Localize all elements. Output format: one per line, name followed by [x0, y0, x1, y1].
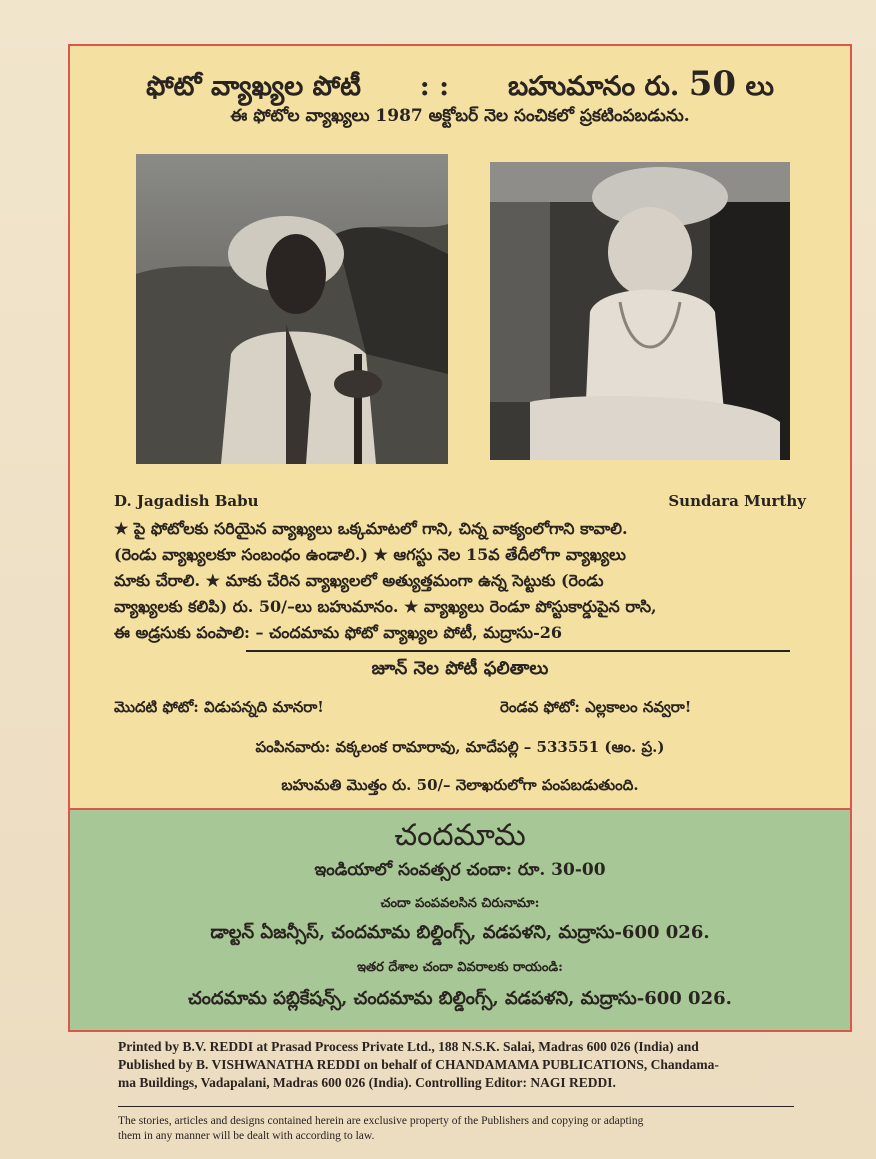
section-divider: [246, 650, 790, 652]
contest-subtitle: ఈ ఫోటోల వ్యాఖ్యలు 1987 అక్టోబర్ నెల సంచికలో ప్రకటింపబడును.: [230, 106, 690, 126]
prize-note: బహుమతి మొత్తం రు. 50/– నెలాఖరులోగా పంపబడుతుంది.: [281, 776, 639, 794]
prize-suffix: లు: [745, 71, 774, 102]
photo-contest-box: [68, 44, 852, 810]
title-separator: : :: [419, 71, 450, 102]
contest-title-text: ఫోటో వ్యాఖ్యల పోటీ: [146, 71, 361, 102]
india-subscription-rate: ఇండియాలో సంవత్సర చందా: రూ. 30-00: [314, 860, 606, 880]
imprint: [118, 1038, 818, 1092]
prize-amount: 50: [688, 64, 737, 104]
first-photo-result: మొదటి ఫోటో: విడుపన్నది మానరా!: [114, 698, 324, 716]
photo-child-with-hat: [490, 162, 790, 460]
rules-line: ★ పై ఫోటోలకు సరియైన వ్యాఖ్యలు ఒక్కమాటలో గాని, చిన్న వాక్యంలోగాని కావాలి.: [114, 519, 628, 538]
copyright-line: them in any manner will be dealt with according to law.: [118, 1130, 375, 1142]
rules-line: ఈ అడ్రసుకు పంపాలి: – చందమామ ఫోటో వ్యాఖ్యల పోటీ, మద్రాసు-26: [114, 623, 562, 642]
magazine-title: చందమామ: [394, 818, 526, 853]
subscription-address-label: చందా పంపవలసిన చిరునామా:: [380, 896, 540, 911]
photo-right-caption: Sundara Murthy: [668, 492, 806, 510]
contest-title: [70, 64, 850, 109]
photo-left-caption: D. Jagadish Babu: [114, 492, 259, 510]
winner-sender: పంపినవారు: వక్కలంక రామారావు, మాదేపల్లి – 533551 (ఆం. ప్ర.): [255, 738, 665, 756]
rules-line: మాకు చేరాలి. ★ మాకు చేరిన వ్యాఖ్యలలో అత్యుత్తమంగా ఉన్న సెట్టుకు (రెండు: [114, 571, 604, 590]
prize-text: బహుమానం రు.: [507, 71, 680, 102]
foreign-subscription-label: ఇతర దేశాల చందా వివరాలకు రాయండి:: [357, 960, 563, 975]
second-photo-result: రెండవ ఫోటో: ఎల్లకాలం నవ్వరా!: [500, 698, 692, 716]
contest-rules: [114, 516, 814, 646]
agency-address: డాల్టన్ ఏజన్సీస్, చందమామ బిల్డింగ్స్, వడపళని, మద్రాసు-600 026.: [210, 922, 710, 943]
rules-line: (రెండు వ్యాఖ్యలకూ సంబంధం ఉండాలి.) ★ ఆగస్టు నెల 15వ తేదీలోగా వ్యాఖ్యలు: [114, 545, 626, 564]
imprint-line: Printed by B.V. REDDI at Prasad Process Private Ltd., 188 N.S.K. Salai, Madras 600 026 (India) and: [118, 1039, 699, 1054]
imprint-line: ma Buildings, Vadapalani, Madras 600 026 (India). Controlling Editor: NAGI REDDI.: [118, 1075, 616, 1090]
subscription-box: [68, 810, 852, 1032]
copyright-notice: [118, 1114, 808, 1144]
imprint-line: Published by B. VISHWANATHA REDDI on behalf of CHANDAMAMA PUBLICATIONS, Chandama-: [118, 1057, 719, 1072]
photo-boy-with-turban: [136, 154, 448, 464]
rules-line: వ్యాఖ్యలకు కలిపి) రు. 50/–లు బహుమానం. ★ వ్యాఖ్యలు రెండూ పోస్టుకార్డుపైన రాసి,: [114, 597, 657, 616]
results-title: జూన్ నెల పోటీ ఫలితాలు: [371, 658, 549, 679]
footer-divider: [118, 1106, 794, 1107]
copyright-line: The stories, articles and designs contained herein are exclusive property of the Publishers and copying or adapting: [118, 1115, 644, 1127]
publisher-address: చందమామ పబ్లికేషన్స్, చందమామ బిల్డింగ్స్, వడపళని, మద్రాసు-600 026.: [188, 988, 732, 1009]
